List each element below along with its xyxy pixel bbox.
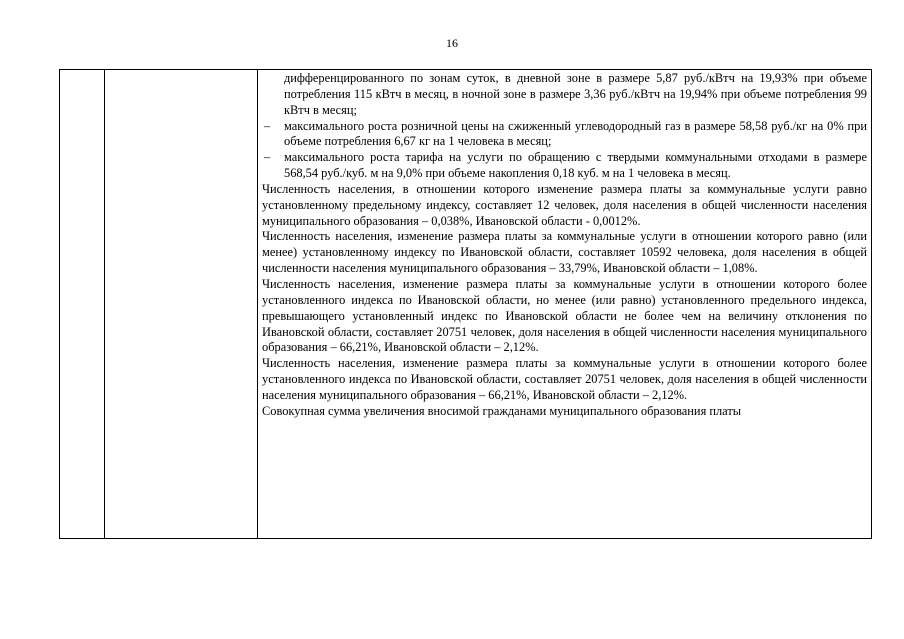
bullet-text: максимального роста тарифа на услуги по обращению с твердыми коммунальными отходами в размере 568,54 руб./куб. м на 9,0% при объеме накопления 0,18 куб. м на 1 человека в месяц. bbox=[284, 150, 867, 181]
paragraph-above-regional-within-limit: Численность населения, изменение размера платы за коммунальные услуги в отношении которого более установленного индекса по Ивановской области, но менее (или равно) установленного предельного индекса, превышающего установленный индекс по Ивановской области не более чем на величину отклонения по Ивановской области, составляет 20751 человек, доля населения в общей численности населения муниципального образования – 66,21%, Ивановской области – 2,12%. bbox=[262, 276, 867, 355]
bullet-item-gas bbox=[262, 119, 867, 151]
document-table bbox=[59, 69, 872, 539]
name-cell bbox=[105, 70, 258, 539]
number-cell bbox=[60, 70, 105, 539]
paragraph-limit-index: Численность населения, в отношении которого изменение размера платы за коммунальные услуги равно установленному предельному индексу, составляет 12 человек, доля населения в общей численности населения муниципального образования – 0,038%, Ивановской области - 0,0012%. bbox=[262, 181, 867, 228]
bullet-continuation: дифференцированного по зонам суток, в дневной зоне в размере 5,87 руб./кВтч на 19,93% при объеме потребления 115 кВтч в месяц, в ночной зоне в размере 3,36 руб./кВтч на 19,94% при объеме потребления 99 кВтч в месяц; bbox=[284, 71, 867, 117]
table-row bbox=[60, 70, 872, 539]
paragraph-total-sum: Совокупная сумма увеличения вносимой гражданами муниципального образования платы bbox=[262, 403, 742, 418]
paragraph-regional-index: Численность населения, изменение размера платы за коммунальные услуги в отношении которого равно (или менее) установленному индексу по Ивановской области, составляет 10592 человека, доля населения в общей численности населения муниципального образования – 33,79%, Ивановской области – 1,08%. bbox=[262, 229, 867, 276]
bullet-text: максимального роста розничной цены на сжиженный углеводородный газ в размере 58,58 руб./кг на 0% при объеме потребления 6,67 кг на 1 человека в месяц; bbox=[284, 118, 867, 149]
page-number: 16 bbox=[446, 36, 458, 50]
bullet-item-waste bbox=[262, 150, 867, 182]
dash-marker: – bbox=[264, 150, 271, 165]
content-cell bbox=[258, 70, 872, 539]
paragraph-above-regional: Численность населения, изменение размера платы за коммунальные услуги в отношении которого более установленного индекса по Ивановской области, составляет 20751 человек, доля населения в общей численности населения муниципального образования – 66,21%, Ивановской области – 2,12%. bbox=[262, 356, 867, 402]
content-text bbox=[258, 70, 871, 420]
dash-marker: – bbox=[264, 118, 271, 133]
tariff-bullet-list bbox=[262, 119, 867, 182]
